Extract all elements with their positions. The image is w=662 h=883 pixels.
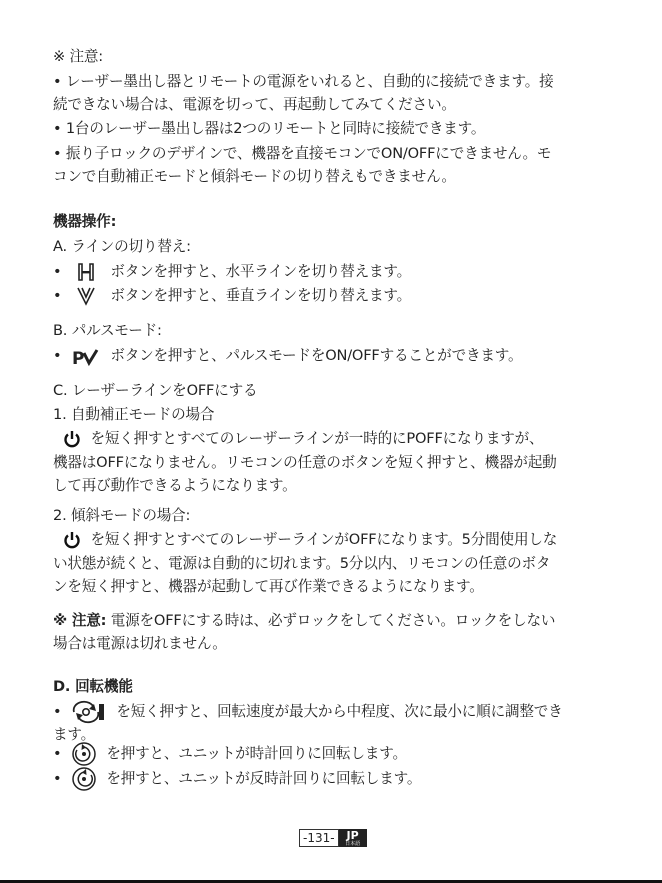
language-badge: [339, 829, 367, 847]
bullet: •: [53, 347, 62, 364]
section-c1-line-3: して再び動作できるようになります。: [53, 477, 297, 494]
vertical-line-button-icon: [74, 285, 98, 307]
section-a-horizontal-text: ボタンを押すと、水平ラインを切り替えます。: [110, 263, 411, 280]
section-c2-line-1-text: を短く押すとすべてのレーザーラインがOFFになります。5分間使用しな: [90, 531, 558, 548]
section-a-title: A. ラインの切り替え:: [53, 238, 191, 255]
section-c1-line-1-text: を短く押すとすべてのレーザーラインが一時的にPOFFになりますが、: [90, 430, 544, 447]
note-1-line-1: • レーザー墨出し器とリモートの電源をいれると、自動的に接続できます。接: [53, 73, 554, 90]
section-c2-line-2: い状態が続くと、電源は自動的に切れます。5分以内、リモコンの任意のボタ: [53, 555, 551, 572]
rotate-clockwise-icon: [70, 741, 98, 767]
horizontal-line-button-icon: [74, 261, 98, 283]
note-2: • 1台のレーザー墨出し器は2つのリモートと同時に接続できます。: [53, 120, 486, 137]
language-code: JP: [346, 828, 359, 842]
note-1-line-2: 続できない場合は、電源を切って、再起動してみてください。: [53, 96, 456, 113]
pulse-mode-button-icon: [70, 345, 100, 367]
section-c2-title: 2. 傾斜モードの場合:: [53, 507, 191, 524]
section-b-pulse-text: ボタンを押すと、パルスモードをON/OFFすることができます。: [110, 347, 523, 364]
section-d-speed-line-2: ます。: [53, 726, 96, 743]
page-footer: [299, 829, 367, 847]
note-2-label: ※ 注意:: [53, 612, 107, 629]
section-d-clockwise-text: を押すと、ユニットが時計回りに回転します。: [106, 745, 407, 762]
rotate-counterclockwise-icon: [70, 766, 98, 792]
power-icon: [62, 530, 82, 550]
page-number: -131-: [299, 829, 339, 847]
section-d-title: D. 回転機能: [53, 678, 133, 695]
section-b-title: B. パルスモード:: [53, 322, 162, 339]
note-2-line-2: 場合は電源は切れません。: [53, 635, 227, 652]
section-d-clockwise: [53, 741, 613, 767]
section-c1-line-1: [53, 427, 613, 450]
note-2-text: 電源をOFFにする時は、必ずロックをしてください。ロックをしない: [106, 612, 556, 629]
note-2-line-1: [53, 609, 613, 632]
section-d-counterclockwise: [53, 766, 613, 792]
bullet: •: [53, 745, 62, 762]
section-c1-title: 1. 自動補正モードの場合: [53, 406, 215, 423]
notes-heading: ※ 注意:: [53, 48, 103, 65]
section-c-title: C. レーザーラインをOFFにする: [53, 382, 258, 399]
section-d-speed-line-1: [53, 700, 613, 724]
bullet: •: [53, 703, 62, 720]
bullet: •: [53, 287, 62, 304]
svg-text:P: P: [71, 349, 85, 367]
note-3-line-1: • 振り子ロックのデザインで、機器を直接モコンでON/OFFにできません。モ: [53, 145, 552, 162]
section-c1-line-2: 機器はOFFになりません。リモコンの任意のボタンを短く押すと、機器が起動: [53, 454, 557, 471]
power-icon: [62, 429, 82, 449]
section-a-vertical-text: ボタンを押すと、垂直ラインを切り替えます。: [110, 287, 411, 304]
section-c2-line-1: [53, 528, 613, 551]
bullet: •: [53, 263, 62, 280]
section-d-counterclockwise-text: を押すと、ユニットが反時計回りに回転します。: [106, 770, 422, 787]
rotation-speed-icon: [68, 700, 106, 724]
section-a-horizontal: [53, 260, 613, 283]
section-b-pulse: [53, 344, 613, 367]
bullet: •: [53, 770, 62, 787]
language-name: 日本語: [345, 840, 361, 847]
section-c2-line-3: ンを短く押すと、機器が起動して再び作業できるようになります。: [53, 578, 484, 595]
note-3-line-2: コンで自動補正モードと傾斜モードの切り替えもできません。: [53, 168, 456, 185]
section-d-speed-text: を短く押すと、回転速度が最大から中程度、次に最小に順に調整でき: [116, 703, 563, 720]
section-a-vertical: [53, 284, 613, 307]
operations-heading: 機器操作:: [53, 213, 117, 230]
